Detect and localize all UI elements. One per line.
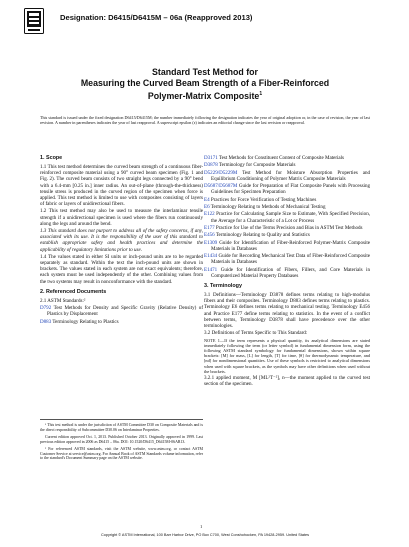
paragraph-3-1: 3.1 Definitions—Terminology D3878 defines terms relating to high-modulus fibers and their composites. Terminology D883 defines terms relating to plastics. Terminology E6 defines terms relating to mechanical testing. Terminology E456 and Practice E177 define terms relating to statistics. In the event of a conflict between terms, Terminology D3878 shall have precedence over the other terminologies.: [204, 292, 370, 329]
preamble: This standard is issued under the fixed designation D6415/D6415M; the number immediately following the designation indicates the year of original adoption or, in the case of revision, the year of last revision. A number in parentheses indicates the year of last reapproval. A superscript epsilon (ε) indicates an editorial change since the last revision or reapproval.: [40, 115, 370, 126]
designation: Designation: D6415/D6415M – 06a (Reapproved 2013): [60, 13, 253, 22]
reference-item: D883 Terminology Relating to Plastics: [40, 318, 119, 325]
section-3-heading: 3. Terminology: [204, 282, 242, 289]
paragraph-1-2: 1.2 This test method may also be used to measure the interlaminar tensile strength if a unidirectional specimen is used where the fibers run continuously along the legs and around the bend.: [40, 208, 203, 227]
reference-link[interactable]: E1471: [204, 266, 218, 273]
reference-item: D3171 Test Methods for Constituent Content of Composite Materials: [204, 155, 345, 161]
footnotes: [40, 419, 203, 463]
title-line-2: Measuring the Curved Beam Strength of a Fiber-Reinforced: [80, 78, 330, 88]
section-1-heading: 1. Scope: [40, 155, 63, 161]
paragraph-3-2: 3.2 Definitions of Terms Specific to This Standard:: [204, 330, 308, 337]
reference-item: E122 Practice for Calculating Sample Size to Estimate, With Specified Precision, the Average for a Characteristic of a Lot or Process: [204, 211, 370, 224]
reference-item: D5229/D5229M Test Method for Moisture Absorption Properties and Equilibrium Conditioning of Polymer Matrix Composite Materials: [204, 169, 370, 182]
reference-link[interactable]: E122: [204, 211, 215, 218]
paragraph-1-3: 1.3 This standard does not purport to address all of the safety concerns, if any, associated with its use. It is the responsibility of the user of this standard to establish appropriate safety and health practices and determine the applicability of regulatory limitations prior to use.: [40, 228, 203, 253]
reference-link[interactable]: E177: [204, 224, 215, 231]
title-line-1: Standard Test Method for: [152, 67, 258, 77]
reference-link[interactable]: D3171: [204, 155, 218, 161]
paragraph-1-4: 1.4 The values stated in either SI units or inch-pound units are to be regarded separately as standard. Within the text the inch-pound units are shown in brackets. The values stated in each system are not exact equivalents; therefore, each system must be used independently of the other. Combining values from the two systems may result in nonconformance with the standard.: [40, 253, 203, 285]
reference-link[interactable]: E1309: [204, 239, 218, 246]
reference-item: E1434 Guide for Recording Mechanical Test Data of Fiber-Reinforced Composite Materials in Databases: [204, 253, 370, 266]
title-footnote-mark: 1: [259, 91, 263, 97]
title-line-3: Polymer-Matrix Composite$^1$: [147, 90, 263, 101]
reference-link[interactable]: D883: [40, 318, 52, 325]
page-number: 1: [200, 524, 203, 529]
reference-link[interactable]: D792: [40, 305, 52, 312]
reference-link[interactable]: E4: [204, 196, 210, 203]
reference-link[interactable]: D3878: [204, 162, 218, 169]
astm-logo-icon: [24, 8, 44, 34]
note-1: NOTE 1—If the term represents a physical quantity, its analytical dimensions are stated immediately following the term (or letter symbol) in fundamental dimension form, using the following ASTM standard symbology for fundamental dimensions, shown within square brackets: [M] for mass, [L] for length, [T] for time, [θ] for thermodynamic temperature, and [nd] for nondimensional quantities. Use of these symbols is restricted to analytical dimensions when used with square brackets, as the symbols may have other definitions when used without the brackets.: [204, 337, 370, 374]
footnote-1b: Current edition approved Oct. 1, 2013. Published October 2013. Originally approved in 1999. Last previous edition approved in 2006 as D6415 – 06a. DOI: 10.1520/D6415_D6415M-06AR13.: [40, 434, 203, 444]
reference-item: E6 Terminology Relating to Methods of Mechanical Testing: [204, 204, 326, 211]
footnote-1: ¹ This test method is under the jurisdiction of ASTM Committee D30 on Composite Materials and is the direct responsibility of Subcommittee D30.06 on Interlaminar Properties.: [40, 423, 203, 432]
reference-item: E177 Practice for Use of the Terms Precision and Bias in ASTM Test Methods: [204, 224, 363, 231]
reference-link[interactable]: E456: [204, 232, 215, 239]
paragraph-2-1: 2.1 ASTM Standards:²: [40, 297, 86, 304]
reference-item: E1309 Guide for Identification of Fiber-Reinforced Polymer-Matrix Composite Materials in Databases: [204, 239, 370, 252]
reference-link[interactable]: E6: [204, 204, 210, 211]
reference-item: D5687/D5687M Guide for Preparation of Flat Composite Panels with Processing Guidelines for Specimen Preparation: [204, 183, 370, 196]
copyright-footer: Copyright © ASTM International, 100 Barr Harbor Drive, PO Box C700, West Conshohocken, PA 19428-2959. United States: [100, 533, 309, 537]
reference-item: E4 Practices for Force Verification of Testing Machines: [204, 196, 317, 203]
reference-link[interactable]: D5229/D5229M: [204, 169, 238, 176]
section-2-heading: 2. Referenced Documents: [40, 288, 107, 295]
document-title: [40, 67, 370, 102]
footnote-2: ² For referenced ASTM standards, visit the ASTM website, www.astm.org, or contact ASTM Customer Service at service@astm.org. For Annual Book of ASTM Standards volume information, refer to the standard's Document Summary page on the ASTM website.: [40, 446, 203, 461]
reference-link[interactable]: D5687/D5687M: [204, 183, 238, 190]
paragraph-1-1: 1.1 This test method determines the curved beam strength of a continuous fiber-reinforced composite material using a 90° curved beam specimen (Fig. 1 and Fig. 2). The curved beam consists of two straight legs connected by a 90° bend with a 6.4-mm [0.25 in.] inner radius. An out-of-plane (through-the-thickness) tensile stress is produced in the curved region of the specimen when force is applied. This test method is limited to use with composites consisting of layers of fabric or layers of unidirectional fibers.: [40, 164, 203, 208]
reference-item: E456 Terminology Relating to Quality and Statistics: [204, 232, 310, 239]
reference-item: D3878 Terminology for Composite Materials: [204, 162, 296, 169]
reference-link[interactable]: E1434: [204, 253, 218, 260]
left-column: [40, 155, 203, 326]
reference-item: E1471 Guide for Identification of Fibers, Fillers, and Core Materials in Computerized Material Property Databases: [204, 266, 370, 279]
reference-item: D792 Test Methods for Density and Specific Gravity (Relative Density) of Plastics by Displacement: [40, 305, 203, 318]
paragraph-3-2-1: 3.2.1 applied moment, M [ML²T⁻²], n—the moment applied to the curved test section of the specimen.: [204, 375, 370, 388]
right-column: [204, 155, 370, 389]
